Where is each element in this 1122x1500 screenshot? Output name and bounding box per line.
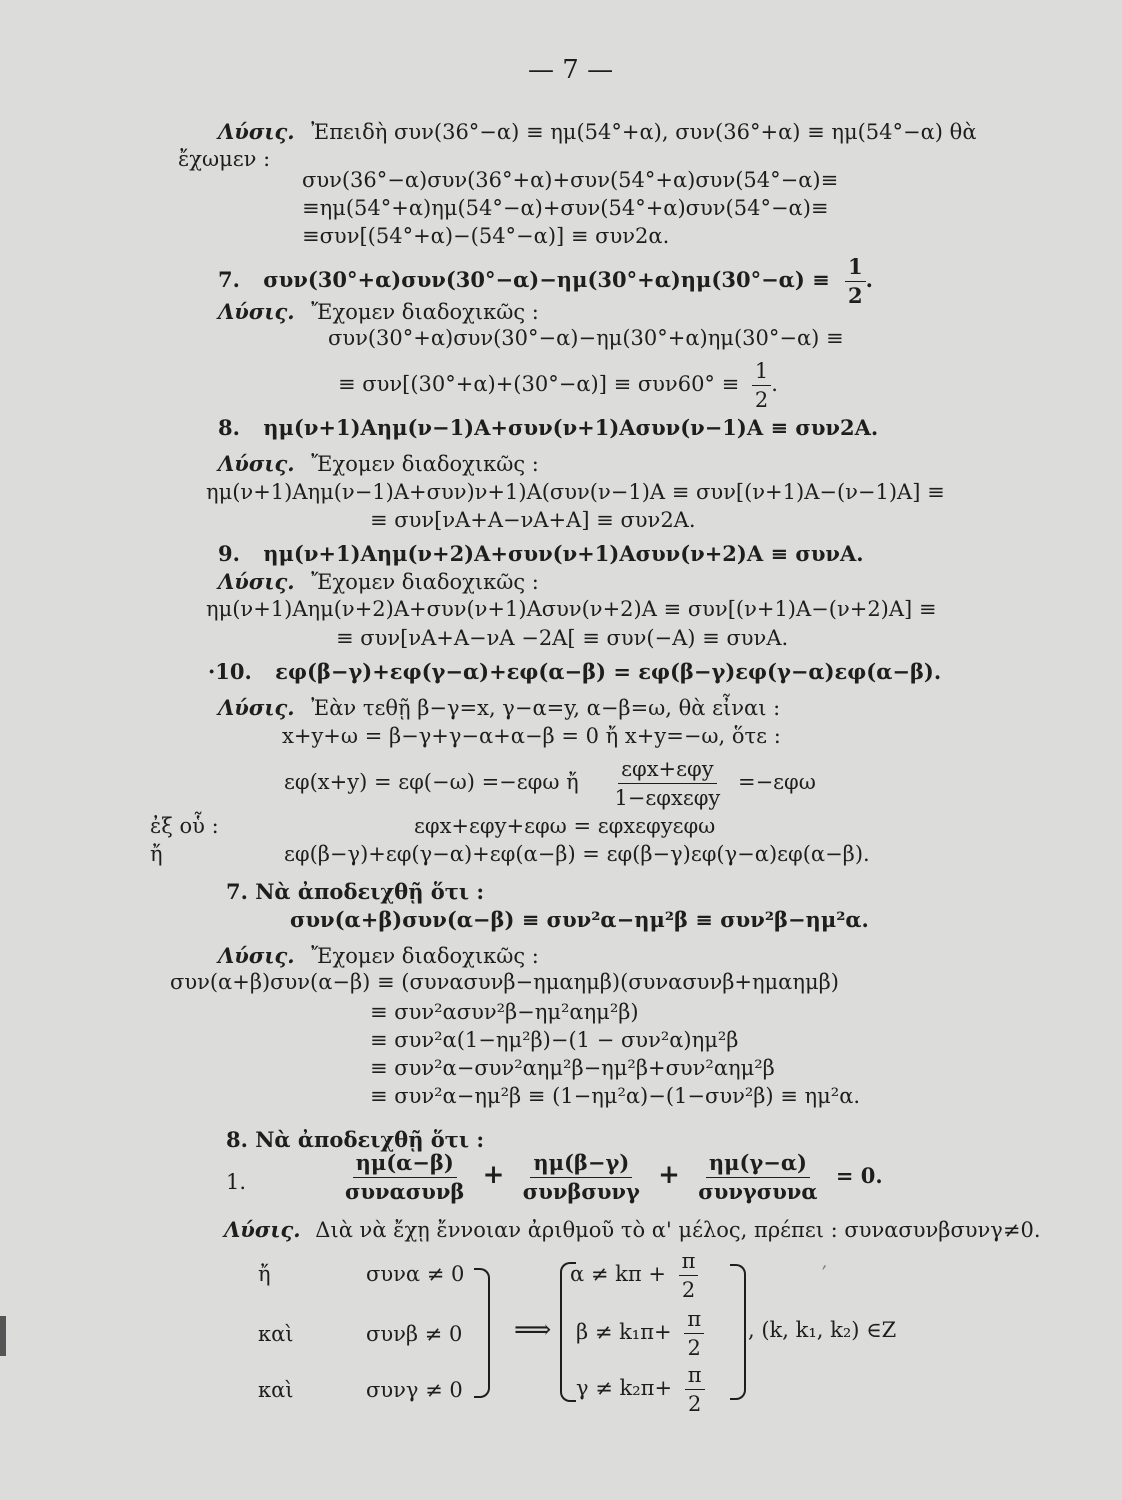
condition-cos-a: συνα ≠ 0 bbox=[366, 1262, 465, 1286]
fraction-3: $\frac{\eta\mu(\gamma-\alpha)}{\text{συνγσυνα}}$ bbox=[698, 1150, 818, 1204]
solution-label: Λύσις. bbox=[218, 569, 295, 594]
solution-label: Λύσις. bbox=[224, 1217, 301, 1242]
solution-7b bbox=[218, 944, 539, 968]
solution-10-line-1: x+y+ω = β−γ+γ−α+α−β = 0 ἤ x+y=−ω, ὅτε : bbox=[282, 724, 781, 748]
solution-6-intro-2: ἔχωμεν : bbox=[178, 147, 271, 171]
exercise-number: ·10. bbox=[208, 659, 252, 684]
fraction-2: $\frac{\eta\mu(\beta-\gamma)}{\text{συνβσυνγ}}$ bbox=[522, 1150, 640, 1204]
solution-6-line-3: ≡συν[(54°+α)−(54°−α)] ≡ συν2α. bbox=[302, 224, 670, 248]
page-number: — 7 — bbox=[528, 55, 614, 85]
exercise-10-statement: εφ(β−γ)+εφ(γ−α)+εφ(α−β) = εφ(β−γ)εφ(γ−α)εφ(α−β). bbox=[275, 659, 942, 684]
exercise-9-statement: ημ(ν+1)Αημ(ν+2)Α+συν(ν+1)Ασυν(ν+2)Α ≡ συνΑ. bbox=[263, 541, 864, 566]
or-label: ἤ bbox=[258, 1262, 271, 1286]
solution-10-line-2: εφ(x+y) = εφ(−ω) =−εφω ἤ $\frac{\text{εφx+εφy}}{\text{1−εφxεφy}}$ =−εφω bbox=[284, 757, 816, 810]
from-which-label: ἐξ οὗ : bbox=[150, 814, 219, 838]
fraction-1: $\frac{\eta\mu(\alpha-\beta)}{\text{συνασυνβ}}$ bbox=[345, 1150, 465, 1204]
implies-arrow: ⟹ bbox=[514, 1315, 552, 1345]
exercise-7-statement: συν(30°+α)συν(30°−α)−ημ(30°+α)ημ(30°−α) ≡ bbox=[263, 267, 830, 292]
solution-8-intro: Ἔχομεν διαδοχικῶς : bbox=[311, 452, 539, 476]
integer-domain: , (k, k₁, k₂) ∈Z bbox=[748, 1318, 897, 1342]
solution-10 bbox=[218, 696, 780, 720]
solution-10-line-4: εφ(β−γ)+εφ(γ−α)+εφ(α−β) = εφ(β−γ)εφ(γ−α)εφ(α−β). bbox=[284, 842, 870, 866]
solution-9-line-2: ≡ συν[νΑ+Α−νΑ −2Α[ ≡ συν(−Α) ≡ συνΑ. bbox=[336, 626, 789, 650]
solution-8b-text: Διὰ νὰ ἔχῃ ἔννοιαν ἀριθμοῦ τὸ α' μέλος, πρέπει : συνασυνβσυνγ≠0. bbox=[315, 1218, 1041, 1242]
solution-7-line-1: συν(30°+α)συν(30°−α)−ημ(30°+α)ημ(30°−α) ≡ bbox=[328, 326, 844, 350]
exercise-7: 7. συν(30°+α)συν(30°−α)−ημ(30°+α)ημ(30°−α) ≡ $\frac{1}{2}$ . bbox=[218, 254, 873, 308]
solution-label: Λύσις. bbox=[218, 299, 295, 324]
solution-7b-intro: Ἔχομεν διαδοχικῶς : bbox=[311, 944, 539, 968]
solution-6-intro: Ἐπειδὴ συν(36°−α) ≡ ημ(54°+α), συν(36°+α) ≡ ημ(54°−α) θὰ bbox=[311, 120, 977, 144]
solution-8-line-2: ≡ συν[νΑ+Α−νΑ+Α] ≡ συν2Α. bbox=[370, 508, 696, 532]
solution-7b-line-4: ≡ συν²α−συν²αημ²β−ημ²β+συν²αημ²β bbox=[370, 1056, 775, 1080]
condition-cos-b: συνβ ≠ 0 bbox=[366, 1322, 463, 1346]
solution-label: Λύσις. bbox=[218, 943, 295, 968]
solution-label: Λύσις. bbox=[218, 695, 295, 720]
solution-6-line-2: ≡ημ(54°+α)ημ(54°−α)+συν(54°+α)συν(54°−α)≡ bbox=[302, 196, 829, 220]
fraction-one-half: $\frac{1}{2}$ bbox=[845, 254, 866, 309]
exercise-9 bbox=[218, 542, 864, 566]
exercise-7b-statement: συν(α+β)συν(α−β) ≡ συν²α−ημ²β ≡ συν²β−ημ²α. bbox=[290, 907, 869, 932]
fraction-pi-over-2: $\frac{\pi}{2}$ bbox=[685, 1362, 705, 1417]
condition-cos-c: συνγ ≠ 0 bbox=[366, 1378, 463, 1402]
solution-7b-line-3: ≡ συν²α(1−ημ²β)−(1 − συν²α)ημ²β bbox=[370, 1028, 739, 1052]
solution-6-line-1: συν(36°−α)συν(36°+α)+συν(54°+α)συν(54°−α)≡ bbox=[302, 168, 839, 192]
fraction-one-half: $\frac{1}{2}$ bbox=[752, 358, 771, 413]
solution-9 bbox=[218, 570, 539, 594]
stray-mark: ′ bbox=[822, 1262, 827, 1286]
result-beta: β ≠ k₁π+ $\frac{\pi}{2}$ bbox=[576, 1306, 704, 1361]
fraction-pi-over-2: $\frac{\pi}{2}$ bbox=[679, 1248, 699, 1303]
right-brace bbox=[730, 1264, 746, 1400]
solution-10-intro: Ἐὰν τεθῇ β−γ=x, γ−α=y, α−β=ω, θὰ εἶναι : bbox=[311, 696, 781, 720]
result-alpha: α ≠ kπ + $\frac{\pi}{2}$ bbox=[570, 1248, 698, 1303]
exercise-8b-item-number: 1. bbox=[226, 1170, 247, 1194]
exercise-8b-equation: $\frac{\eta\mu(\alpha-\beta)}{\text{συνασυνβ}}$ + $\frac{\eta\mu(\beta-\gamma)}{\text{συνβσυνγ}}$ + $\frac{\eta\mu(\gamma-\alpha)}{\text{συνγσυνα}}$ = 0. bbox=[342, 1150, 883, 1205]
solution-8 bbox=[218, 452, 539, 476]
exercise-8-statement: ημ(ν+1)Αημ(ν−1)Α+συν(ν+1)Ασυν(ν−1)Α ≡ συν2Α. bbox=[263, 415, 879, 440]
solution-9-line-1: ημ(ν+1)Αημ(ν+2)Α+συν(ν+1)Ασυν(ν+2)Α ≡ συν[(ν+1)Α−(ν+2)Α] ≡ bbox=[206, 597, 937, 621]
solution-8b bbox=[224, 1218, 1041, 1242]
exercise-number: 9. bbox=[218, 541, 240, 566]
fraction-pi-over-2: $\frac{\pi}{2}$ bbox=[684, 1306, 704, 1361]
solution-7-line-2: ≡ συν[(30°+α)+(30°−α)] ≡ συν60° ≡ $\frac{1}{2}$ . bbox=[338, 359, 778, 412]
solution-label: Λύσις. bbox=[218, 119, 295, 144]
solution-6 bbox=[218, 120, 977, 144]
exercise-number: 8. bbox=[218, 415, 240, 440]
tangent-sum-fraction: $\frac{\text{εφx+εφy}}{\text{1−εφxεφy}}$ bbox=[614, 757, 721, 810]
exercise-8b-heading: 8. Νὰ ἀποδειχθῇ ὅτι : bbox=[226, 1127, 485, 1152]
result-gamma: γ ≠ k₂π+ $\frac{\pi}{2}$ bbox=[576, 1362, 705, 1417]
exercise-10 bbox=[208, 660, 941, 684]
exercise-7b-heading: 7. Νὰ ἀποδειχθῇ ὅτι : bbox=[226, 879, 485, 904]
solution-8-line-1: ημ(ν+1)Αημ(ν−1)Α+συν)ν+1)Α(συν(ν−1)Α ≡ συν[(ν+1)Α−(ν−1)Α] ≡ bbox=[206, 480, 945, 504]
and-label: καὶ bbox=[258, 1322, 294, 1346]
solution-label: Λύσις. bbox=[218, 451, 295, 476]
solution-10-line-3: εφx+εφy+εφω = εφxεφyεφω bbox=[414, 814, 716, 838]
solution-7b-line-1: συν(α+β)συν(α−β) ≡ (συνασυνβ−ημαημβ)(συνασυνβ+ημαημβ) bbox=[170, 970, 839, 994]
exercise-8 bbox=[218, 416, 878, 440]
solution-7b-line-2: ≡ συν²ασυν²β−ημ²αημ²β) bbox=[370, 1000, 639, 1024]
solution-9-intro: Ἔχομεν διαδοχικῶς : bbox=[311, 570, 539, 594]
right-brace bbox=[474, 1268, 490, 1398]
exercise-number: 7. bbox=[218, 267, 240, 292]
solution-7 bbox=[218, 300, 539, 324]
scan-edge-mark bbox=[0, 1316, 6, 1356]
solution-7-intro: Ἔχομεν διαδοχικῶς : bbox=[311, 300, 539, 324]
and-label: καὶ bbox=[258, 1378, 294, 1402]
or-label: ἤ bbox=[150, 842, 163, 866]
solution-7b-line-5: ≡ συν²α−ημ²β ≡ (1−ημ²α)−(1−συν²β) ≡ ημ²α. bbox=[370, 1084, 861, 1108]
